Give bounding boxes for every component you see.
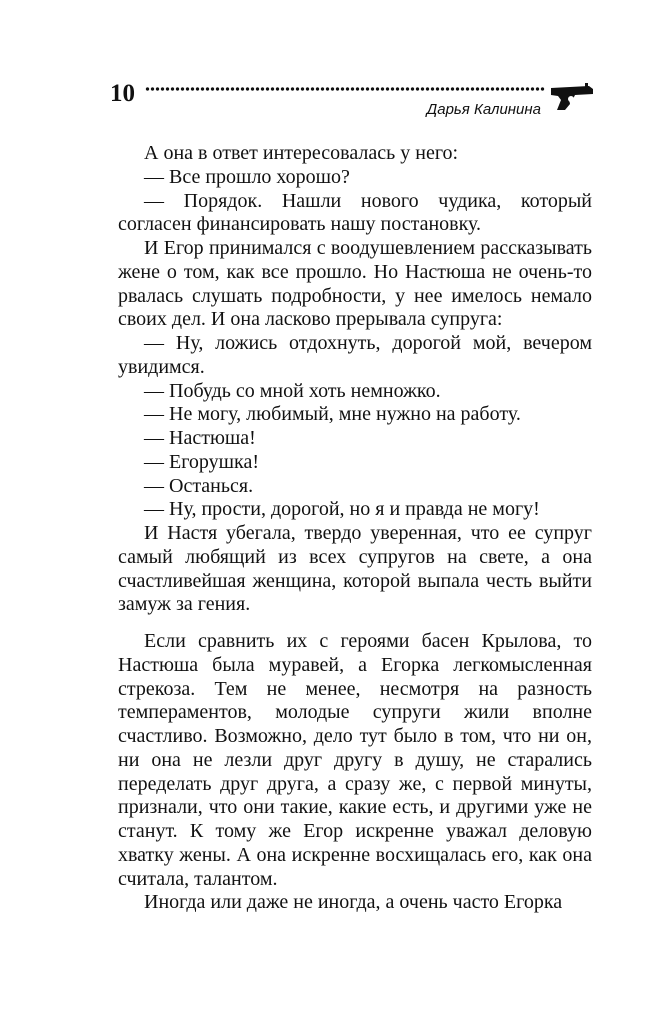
paragraph: А она в ответ интересовалась у него: [144,142,459,164]
paragraph: — Останься. [144,474,254,497]
body-text [118,142,592,915]
header-dotted-rule [145,85,545,93]
paragraph: — Ну, ложись отдохнуть, дорогой мой, вечером увидимся. [118,332,592,378]
paragraph: — Настюша! [144,427,256,449]
paragraph: — Все прошло хорошо? [144,165,350,188]
pistol-icon [549,82,595,112]
paragraph: — Егорушка! [144,450,260,473]
paragraph: Если сравнить их с героями басен Крылова, то Настюша была муравей, а Егорка легкомысленная стрекоза. Тем не менее, несмотря на разность темпераментов, молодые супруги жили вполне счастливо. Возможно, дело тут было в том, что ни он, ни она не лезли друг другу в душу, не старались переделать друг друга, а сразу же, с первой минуты, признали, что они такие, какие есть, и другими уже не станут. К тому же Егор искренне уважал деловую хватку жены. А она искренне восхищалась его, как она считала, талантом. [118,630,592,890]
paragraph: — Не могу, любимый, мне нужно на работу. [144,403,521,426]
paragraph: — Побудь со мной хоть немножко. [144,379,441,402]
running-head-author: Дарья Калинина [426,101,541,118]
paragraph: — Порядок. Нашли нового чудика, который согласен финансировать нашу постановку. [118,189,592,236]
paragraph: И Егор принимался с воодушевлением рассказывать жене о том, как все прошло. Но Настюша не очень-то рвалась слушать подробности, у нее имелось немало своих дел. И она ласково прерывала супруга: [118,237,592,331]
paragraph: — Ну, прости, дорогой, но я и правда не могу! [144,498,540,521]
paragraph: Иногда или даже не иногда, а очень часто Егорка [144,891,563,914]
paragraph: И Настя убегала, твердо уверенная, что ее супруг самый любящий из всех супругов на свете, а она счастливейшая женщина, которой выпала честь выйти замуж за гения. [118,522,592,616]
page-number: 10 [110,80,135,107]
